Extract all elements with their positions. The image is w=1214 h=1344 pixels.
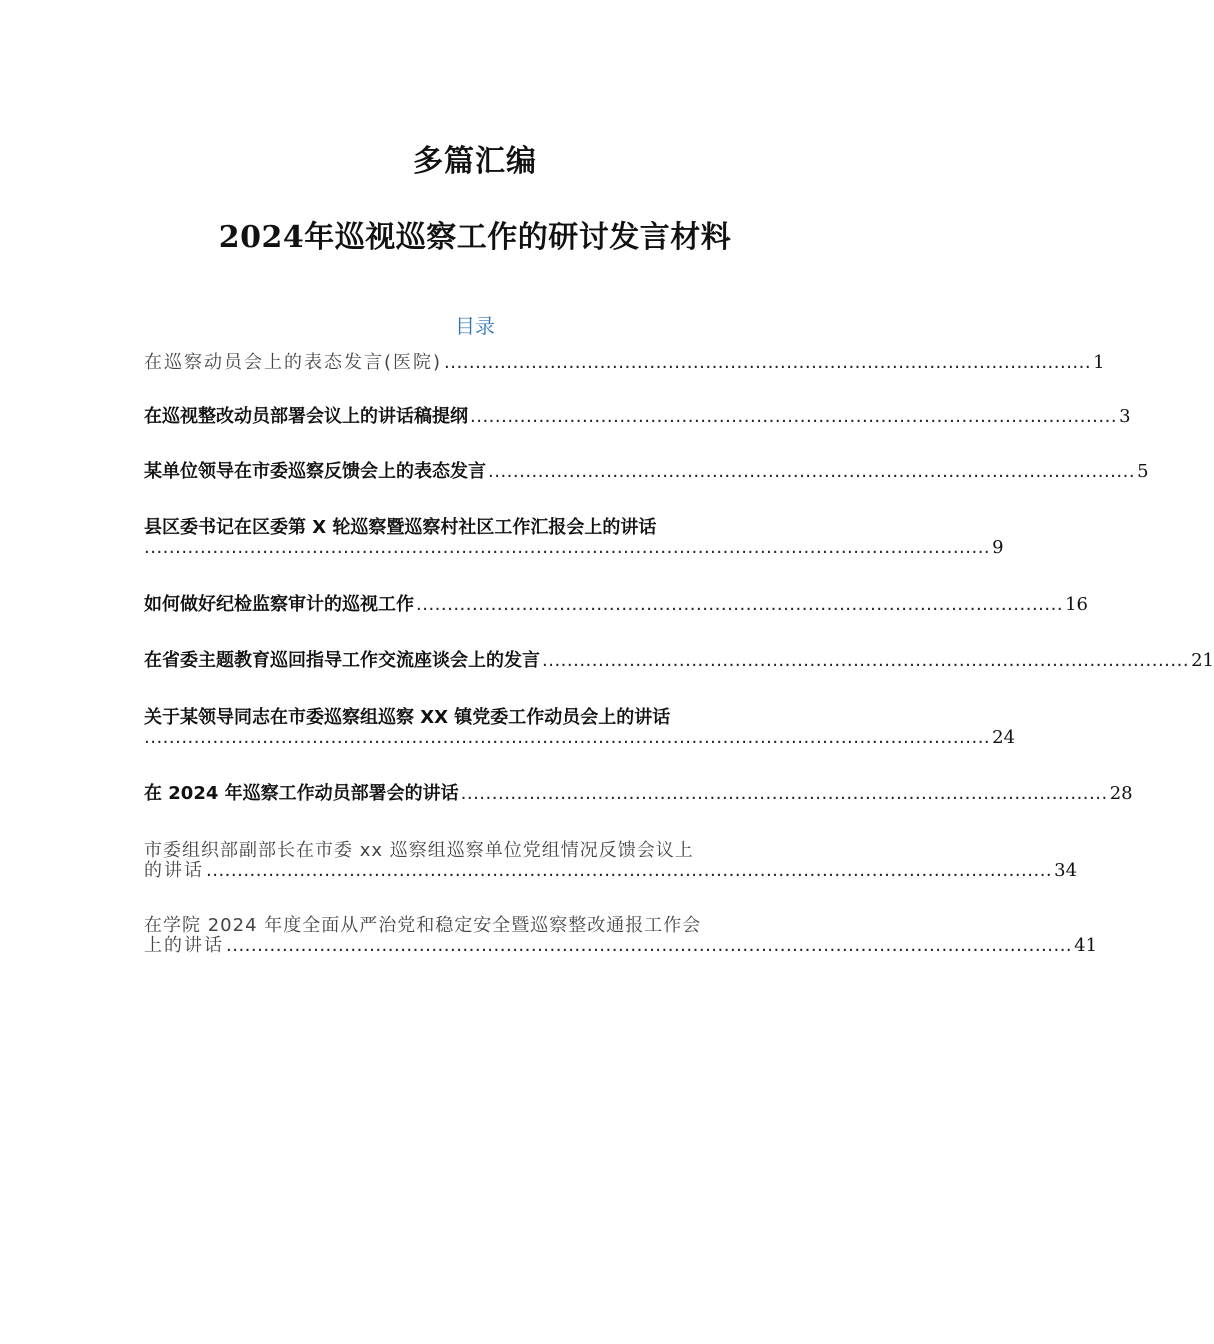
toc-entry[interactable] bbox=[144, 707, 1016, 748]
toc-entry-title: 在省委主题教育巡回指导工作交流座谈会上的发言 bbox=[144, 650, 540, 671]
toc-entry-page: 5 bbox=[1137, 461, 1149, 482]
toc-leader: ........................................................................................................................................ bbox=[206, 860, 1053, 881]
toc-entry-page: 21 bbox=[1191, 650, 1214, 671]
toc-entry-page: 34 bbox=[1054, 860, 1078, 881]
toc-entry[interactable] bbox=[144, 783, 1133, 805]
toc-entry-page: 9 bbox=[992, 537, 1004, 558]
toc-entry-page: 16 bbox=[1065, 594, 1088, 615]
toc-leader: ........................................................................................................ bbox=[542, 650, 1190, 671]
toc-heading: 目录 bbox=[455, 314, 495, 338]
toc-entry-page: 24 bbox=[992, 727, 1016, 748]
toc-entry-page: 3 bbox=[1119, 406, 1131, 427]
toc-leader: ........................................................................................................ bbox=[416, 594, 1064, 615]
toc-entry-page: 41 bbox=[1074, 935, 1098, 956]
toc-entry[interactable] bbox=[144, 461, 1149, 483]
toc-entry-title: 市委组织部副部长在市委 xx 巡察组巡察单位党组情况反馈会议上 bbox=[144, 840, 694, 861]
toc-entry[interactable] bbox=[144, 650, 1214, 672]
toc-entry[interactable] bbox=[144, 594, 1088, 616]
toc-entry-title: 县区委书记在区委第 X 轮巡察暨巡察村社区工作汇报会上的讲话 bbox=[144, 517, 657, 538]
toc-entry-title: 如何做好纪检监察审计的巡视工作 bbox=[144, 594, 414, 615]
toc-entry-title: 某单位领导在市委巡察反馈会上的表态发言 bbox=[144, 461, 486, 482]
toc-entry[interactable] bbox=[144, 915, 1098, 956]
toc-entry-page: 1 bbox=[1093, 352, 1105, 373]
toc-leader: ........................................................................................................ bbox=[470, 406, 1118, 427]
toc-leader: ........................................................................................................ bbox=[460, 783, 1108, 804]
toc-entry-title: 在学院 2024 年度全面从严治党和稳定安全暨巡察整改通报工作会 bbox=[144, 915, 702, 936]
toc-entry-title: 在巡察动员会上的表态发言(医院) bbox=[144, 352, 443, 373]
toc-entry[interactable] bbox=[144, 840, 1078, 881]
toc-entry-page: 28 bbox=[1109, 783, 1133, 804]
toc-entry-title: 在 2024 年巡察工作动员部署会的讲话 bbox=[144, 783, 459, 804]
document-subtitle: 2024年巡视巡察工作的研讨发言材料 bbox=[218, 220, 732, 255]
toc-leader: ........................................................................................................ bbox=[444, 352, 1092, 373]
toc-leader: ........................................................................................................................................ bbox=[144, 727, 991, 748]
document-title: 多篇汇编 bbox=[413, 144, 537, 179]
toc-entry-title-cont: 的讲话 bbox=[144, 860, 204, 881]
toc-entry-title: 在巡视整改动员部署会议上的讲话稿提纲 bbox=[144, 406, 468, 427]
toc-entry[interactable] bbox=[144, 352, 1105, 374]
toc-leader: ........................................................................................................................................ bbox=[226, 935, 1073, 956]
toc-entry-title-cont: 上的讲话 bbox=[144, 935, 224, 956]
toc-entry[interactable] bbox=[144, 517, 1004, 558]
toc-leader: ........................................................................................................................................ bbox=[144, 537, 991, 558]
toc-entry-title: 关于某领导同志在市委巡察组巡察 XX 镇党委工作动员会上的讲话 bbox=[144, 707, 671, 728]
toc-leader: ........................................................................................................ bbox=[488, 461, 1136, 482]
toc-entry[interactable] bbox=[144, 406, 1131, 428]
